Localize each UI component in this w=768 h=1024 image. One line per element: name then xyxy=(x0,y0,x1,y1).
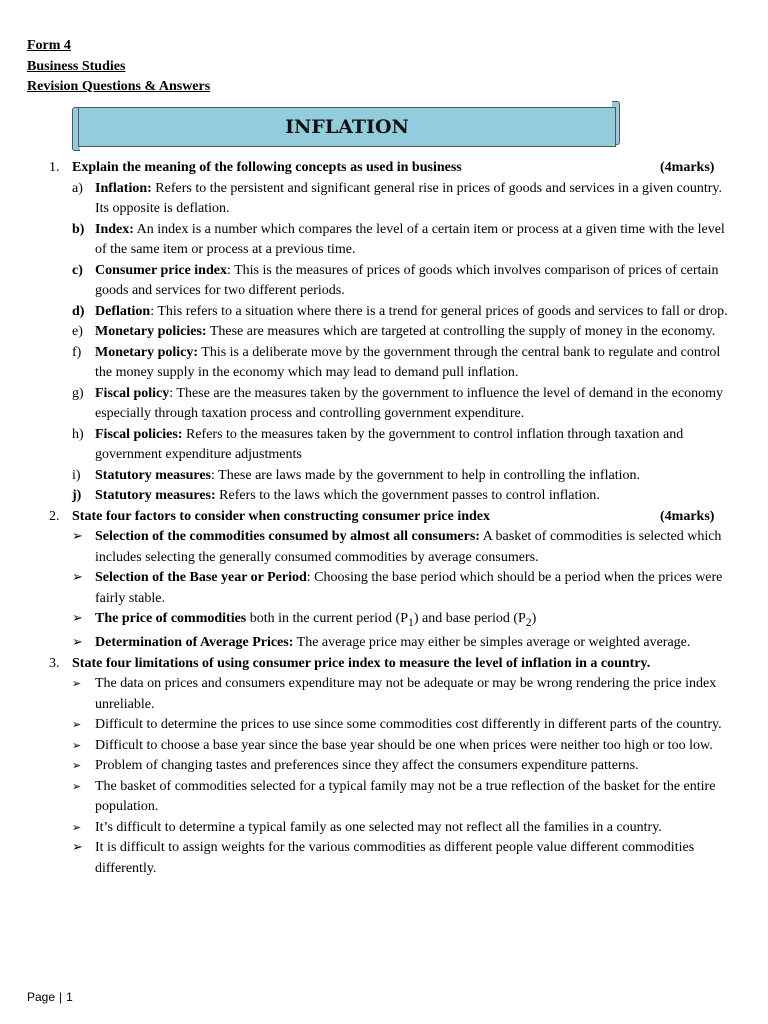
list-item xyxy=(0,384,768,425)
item-term: Fiscal policies: xyxy=(95,426,183,442)
list-item xyxy=(0,609,768,633)
arrow-bullet-icon: ➢ xyxy=(72,635,83,651)
item-definition: Refers to the persistent and significant general rise in prices of goods and services in a given country. Its opposite is deflation. xyxy=(95,180,722,216)
subscript: 1 xyxy=(408,615,414,629)
item-definition: : These are the measures taken by the government to influence the level of demand in the economy especially through taxation process and controlling government expenditure. xyxy=(95,385,723,421)
list-item xyxy=(0,425,768,466)
question-text: State four limitations of using consumer price index to measure the level of inflation in a country. xyxy=(72,655,651,671)
item-label: f) xyxy=(72,344,82,360)
item-definition: : These are laws made by the government to help in controlling the inflation. xyxy=(211,467,640,483)
list-item xyxy=(0,568,768,609)
item-definition: A basket of commodities is selected which includes selecting the generally consumed commodities by average consumers. xyxy=(95,529,722,565)
list-item xyxy=(0,302,768,323)
item-definition: : Choosing the base period which should be a period when the prices were fairly stable. xyxy=(95,570,723,606)
item-term: Statutory measures: xyxy=(95,488,216,503)
item-label: b) xyxy=(72,221,85,237)
question-3 xyxy=(0,654,768,675)
item-definition: ) and base period (P xyxy=(413,611,526,626)
list-item xyxy=(0,322,768,343)
question-marks: (4marks) xyxy=(660,508,715,524)
item-term: Determination of Average Prices: xyxy=(95,635,294,651)
list-item xyxy=(0,756,768,777)
list-item xyxy=(0,220,768,261)
page-label: Page xyxy=(27,990,56,1004)
item-text: It’s difficult to determine a typical family as one selected may not reflect all the families in a country. xyxy=(95,819,662,835)
question-1 xyxy=(0,158,768,179)
item-label: i) xyxy=(72,467,81,483)
list-item xyxy=(0,818,768,839)
document-header xyxy=(27,36,210,98)
arrow-bullet-outline-icon: ➢ xyxy=(72,759,82,773)
list-item xyxy=(0,179,768,220)
item-label: j) xyxy=(72,488,82,503)
item-definition: Refers to the measures taken by the government to control inflation through taxation and government expenditure adjustments xyxy=(95,426,684,462)
header-form: Form 4 xyxy=(27,38,71,53)
list-item xyxy=(0,466,768,487)
banner-body xyxy=(78,107,616,147)
list-item xyxy=(0,715,768,736)
item-term: Selection of the commodities consumed by almost all consumers: xyxy=(95,529,480,544)
item-term: Fiscal policy xyxy=(95,385,170,401)
list-item xyxy=(0,838,768,879)
document-content xyxy=(0,158,768,879)
question-marks: (4marks) xyxy=(660,160,715,175)
arrow-bullet-outline-icon: ➢ xyxy=(72,738,82,752)
item-definition: This is a deliberate move by the government through the central bank to regulate and control the money supply in the economy which may lead to demand pull inflation. xyxy=(95,344,721,380)
item-term: Selection of the Base year or Period xyxy=(95,570,307,585)
item-label: h) xyxy=(72,426,84,442)
list-item xyxy=(0,261,768,302)
item-term: Deflation xyxy=(95,303,151,319)
item-text: The basket of commodities selected for a typical family may not be a true reflection of the basket for the entire population. xyxy=(95,778,716,815)
page-footer xyxy=(27,990,73,1004)
item-label: e) xyxy=(72,324,83,339)
question-number: 1. xyxy=(49,160,60,175)
question-number: 2. xyxy=(49,508,60,524)
arrow-bullet-icon: ➢ xyxy=(72,570,83,585)
item-text: Difficult to determine the prices to use since some commodities cost differently in different parts of the country. xyxy=(95,717,722,733)
list-item xyxy=(0,736,768,757)
item-term: Consumer price index xyxy=(95,262,227,278)
item-definition: : This refers to a situation where there is a trend for general prices of goods and services to fall or drop. xyxy=(150,303,728,319)
item-label: d) xyxy=(72,303,85,319)
header-title: Revision Questions & Answers xyxy=(27,79,211,94)
list-item xyxy=(0,633,768,654)
arrow-bullet-outline-icon: ➢ xyxy=(72,677,82,691)
item-definition: The average price may either be simples average or weighted average. xyxy=(293,635,691,651)
item-text: The data on prices and consumers expenditure may not be adequate or may be wrong rendering the price index unreliable. xyxy=(95,676,717,712)
item-text: It is difficult to assign weights for the various commodities as different people value different commodities differently. xyxy=(95,840,695,876)
item-definition: Refers to the laws which the government passes to control inflation. xyxy=(215,488,600,503)
item-label: c) xyxy=(72,262,83,278)
question-2 xyxy=(0,507,768,528)
arrow-bullet-outline-icon: ➢ xyxy=(72,779,82,793)
item-term: Monetary policy: xyxy=(95,344,199,360)
item-definition: These are measures which are targeted at controlling the supply of money in the economy. xyxy=(206,324,716,339)
item-text: Difficult to choose a base year since the base year should be one when prices were neither too high or too low. xyxy=(95,737,713,753)
arrow-bullet-icon: ➢ xyxy=(72,529,83,544)
subscript: 2 xyxy=(525,615,532,629)
item-term: Statutory measures xyxy=(95,467,212,483)
item-definition: An index is a number which compares the level of a certain item or process at a given time with the level of the same item or process at a previous time. xyxy=(95,221,725,257)
list-item xyxy=(0,674,768,715)
item-term: Inflation: xyxy=(95,180,152,196)
question-number: 3. xyxy=(49,655,60,671)
item-definition: : This is the measures of prices of goods which involves comparison of prices of certain goods and services for two different periods. xyxy=(95,262,719,298)
page-separator: | xyxy=(59,990,63,1004)
question-text: Explain the meaning of the following concepts as used in business xyxy=(72,160,462,175)
item-definition: ) xyxy=(531,611,537,626)
item-term: Monetary policies: xyxy=(95,324,207,339)
header-subject: Business Studies xyxy=(27,58,126,74)
item-label: g) xyxy=(72,385,84,401)
arrow-bullet-outline-icon: ➢ xyxy=(72,718,82,732)
item-term: The price of commodities xyxy=(95,611,247,626)
arrow-bullet-icon: ➢ xyxy=(72,611,83,626)
item-text: Problem of changing tastes and preferences since they affect the consumers expenditure patterns. xyxy=(95,758,639,774)
title-banner xyxy=(70,101,622,151)
item-label: a) xyxy=(72,180,83,196)
list-item xyxy=(0,777,768,818)
arrow-bullet-icon: ➢ xyxy=(72,840,83,856)
page-number: 1 xyxy=(66,990,73,1004)
item-term: Index: xyxy=(95,221,134,237)
banner-title: INFLATION xyxy=(285,116,409,138)
list-item xyxy=(0,343,768,384)
item-definition: both in the current period (P xyxy=(246,611,408,626)
list-item xyxy=(0,486,768,507)
question-text: State four factors to consider when constructing consumer price index xyxy=(72,508,491,524)
list-item xyxy=(0,527,768,568)
arrow-bullet-outline-icon: ➢ xyxy=(72,820,82,834)
